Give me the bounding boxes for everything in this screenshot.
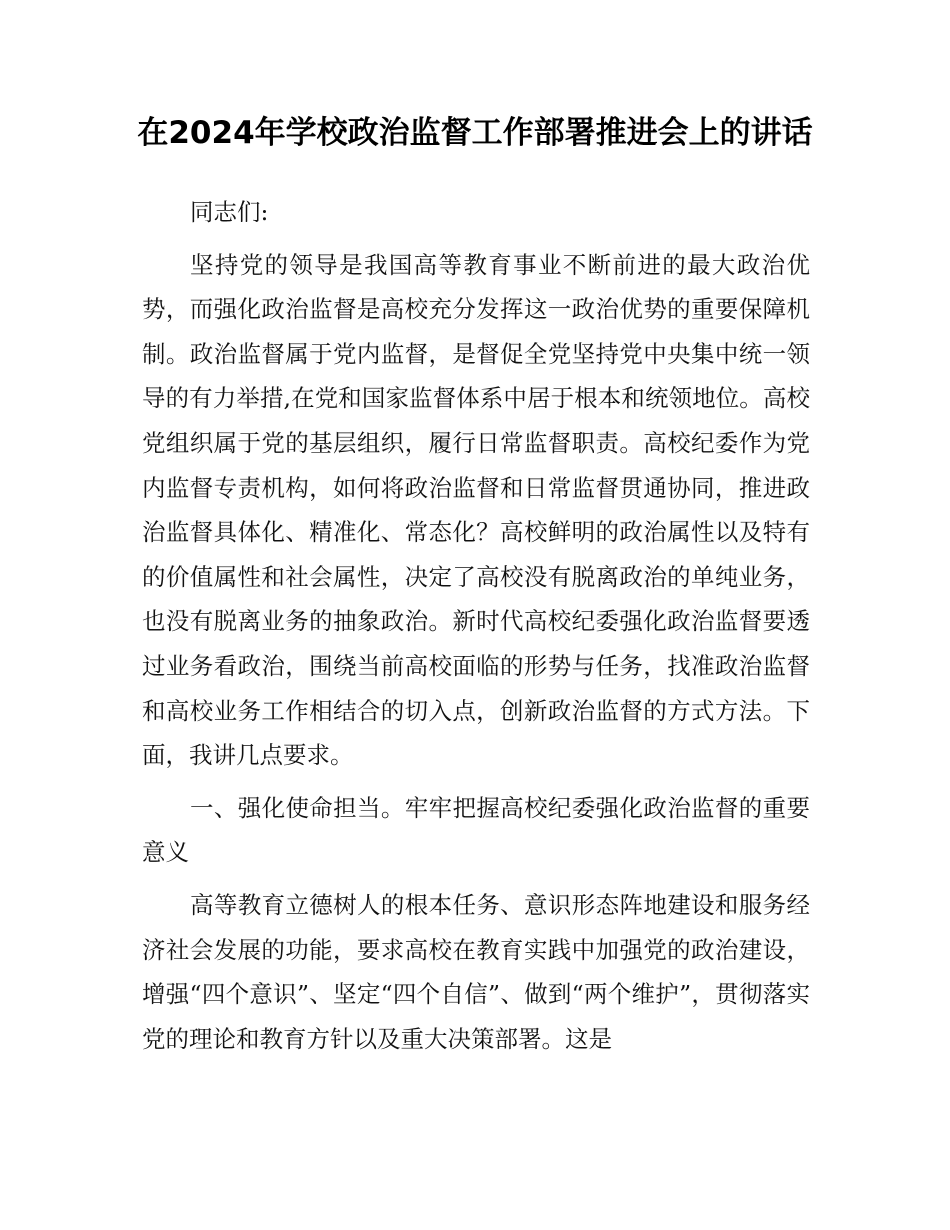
- greeting-paragraph: 同志们:: [190, 198, 269, 226]
- document-body: [142, 190, 810, 1061]
- intro-paragraph: 坚持党的领导是我国高等教育事业不断前进的最大政治优势，而强化政治监督是高校充分发挥这一政治优势的重要保障机制。政治监督属于党内监督，是督促全党坚持党中央集中统一领导的有力举措,在党和国家监督体系中居于根本和统领地位。高校党组织属于党的基层组织，履行日常监督职责。高校纪委作为党内监督专责机构，如何将政治监督和日常监督贯通协同，推进政治监督具体化、精准化、常态化？高校鲜明的政治属性以及特有的价值属性和社会属性，决定了高校没有脱离政治的单纯业务，也没有脱离业务的抽象政治。新时代高校纪委强化政治监督要透过业务看政治，围绕当前高校面临的形势与任务，找准政治监督和高校业务工作相结合的切入点，创新政治监督的方式方法。下面，我讲几点要求。: [142, 250, 810, 770]
- section-heading-1: 一、强化使命担当。牢牢把握高校纪委强化政治监督的重要意义: [142, 793, 810, 867]
- document-title: 在2024年学校政治监督工作部署推进会上的讲话: [137, 115, 813, 151]
- body-paragraph: 高等教育立德树人的根本任务、意识形态阵地建设和服务经济社会发展的功能，要求高校在教育实践中加强党的政治建设，增强“四个意识”、坚定“四个自信”、做到“两个维护”，贯彻落实党的理论和教育方针以及重大决策部署。这是: [142, 890, 810, 1053]
